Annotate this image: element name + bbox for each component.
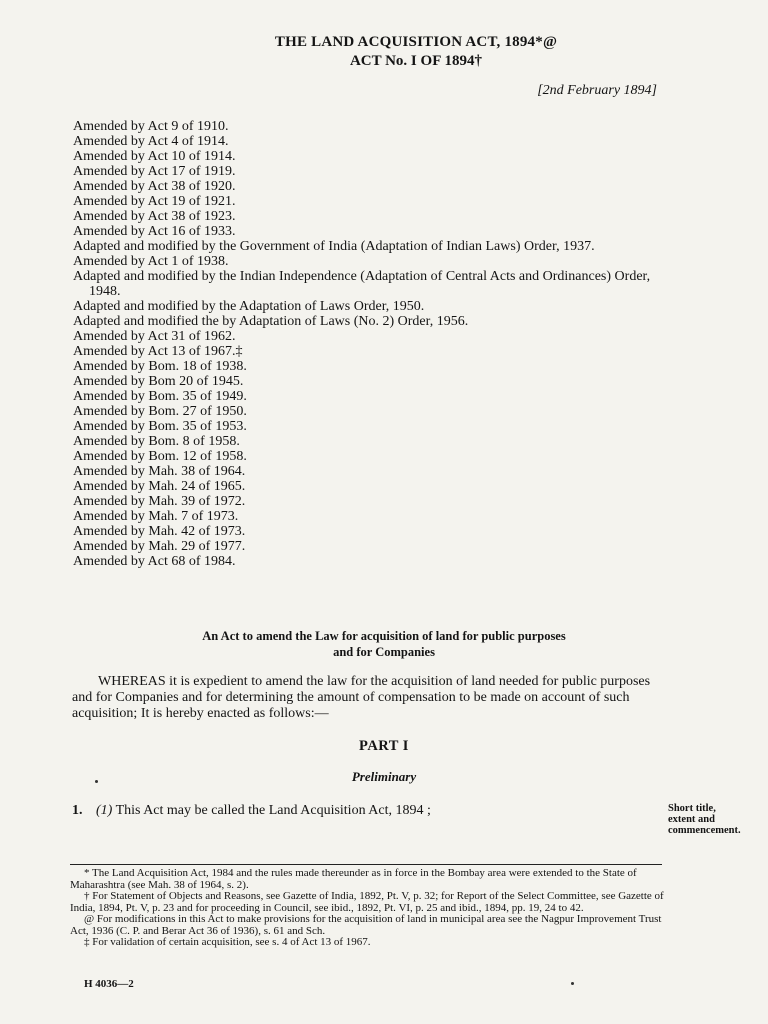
margin-note: Short title, extent and commencement.: [668, 803, 741, 836]
amendment-item: Adapted and modified by the Adaptation of Laws Order, 1950.: [73, 299, 425, 314]
amendment-item: Amended by Act 1 of 1938.: [73, 254, 229, 269]
amendment-item: Amended by Act 31 of 1962.: [73, 329, 236, 344]
footnotes: [70, 868, 666, 949]
amendment-item: Amended by Act 10 of 1914.: [73, 149, 236, 164]
long-title-line-2: and for Companies: [333, 645, 435, 659]
speck-mark: [571, 982, 574, 985]
footnote: ‡ For validation of certain acquisition, see s. 4 of Act 13 of 1967.: [84, 936, 371, 948]
amendment-item: Amended by Mah. 42 of 1973.: [73, 524, 246, 539]
amendment-item: Amended by Act 19 of 1921.: [73, 194, 236, 209]
section-1: [72, 803, 592, 819]
amendment-item: Amended by Act 9 of 1910.: [73, 119, 229, 134]
footnote-divider: [70, 864, 662, 865]
amendment-item: Amended by Bom. 35 of 1953.: [73, 419, 247, 434]
subsection-number: (1): [96, 803, 113, 818]
amendment-item: Amended by Act 17 of 1919.: [73, 164, 236, 179]
amendment-item: Amended by Act 4 of 1914.: [73, 134, 229, 149]
speck-mark: [95, 780, 98, 783]
amendment-item: Adapted and modified by the Government of India (Adaptation of Indian Laws) Order, 1937.: [73, 239, 595, 254]
amendment-item: Amended by Mah. 38 of 1964.: [73, 464, 246, 479]
footnote: * The Land Acquisition Act, 1984 and the rules made thereunder as in force in the Bombay area were extended to the State of Maharashtra (see Mah. 38 of 1964, s. 2).: [70, 867, 637, 891]
long-title: [0, 628, 768, 660]
amendment-item: Amended by Bom 20 of 1945.: [73, 374, 244, 389]
amendment-item: Amended by Bom. 12 of 1958.: [73, 449, 247, 464]
part-subheading: Preliminary: [351, 769, 417, 784]
amendment-item: Amended by Act 16 of 1933.: [73, 224, 236, 239]
amendment-item: Adapted and modified the by Adaptation of Laws (No. 2) Order, 1956.: [73, 314, 469, 329]
preamble-text: WHEREAS it is expedient to amend the law for the acquisition of land needed for public purposes and for Companies and for determining the amount of compensation to be made on account of such acquisition; It is hereby enacted as follows:—: [72, 674, 651, 721]
amendment-item: Amended by Mah. 39 of 1972.: [73, 494, 246, 509]
amendment-item: Amended by Act 38 of 1923.: [73, 209, 236, 224]
amendment-item: Amended by Act 68 of 1984.: [73, 554, 236, 569]
amendment-item: Amended by Act 38 of 1920.: [73, 179, 236, 194]
page-code: H 4036—2: [84, 978, 134, 990]
amendment-item: Amended by Mah. 7 of 1973.: [73, 509, 239, 524]
amendment-item: Amended by Bom. 18 of 1938.: [73, 359, 247, 374]
section-text: This Act may be called the Land Acquisition Act, 1894 ;: [115, 803, 431, 818]
amendment-item: Amended by Act 13 of 1967.‡: [73, 344, 243, 359]
amendment-item: Adapted and modified by the Indian Independence (Adaptation of Central Acts and Ordinances) Order, 1948.: [73, 269, 651, 299]
amendment-list: [73, 119, 673, 569]
section-number: 1.: [72, 803, 83, 818]
enactment-date: [2nd February 1894]: [537, 83, 657, 98]
footnote: @ For modifications in this Act to make provisions for the acquisition of land in municipal area see the Nagpur Improvement Trust Act, 1936 (C. P. and Berar Act 36 of 1936), s. 61 and Sch.: [70, 913, 662, 937]
part-heading: PART I: [359, 738, 409, 754]
act-number: ACT No. I OF 1894†: [349, 53, 483, 69]
amendment-item: Amended by Bom. 8 of 1958.: [73, 434, 240, 449]
amendment-item: Amended by Mah. 24 of 1965.: [73, 479, 246, 494]
long-title-line-1: An Act to amend the Law for acquisition of land for public purposes: [202, 629, 566, 643]
footnote: † For Statement of Objects and Reasons, see Gazette of India, 1892, Pt. V, p. 32; for Report of the Select Committee, see Gazette of India, 1894, Pt. V, p. 23 and for proceeding in Council, see ibid., 1892, Pt. VI, p. 25 and ibid., 1894, pp. 19, 24 to 42.: [70, 890, 664, 914]
amendment-item: Amended by Mah. 29 of 1977.: [73, 539, 246, 554]
amendment-item: Amended by Bom. 35 of 1949.: [73, 389, 247, 404]
act-title: THE LAND ACQUISITION ACT, 1894*@: [274, 34, 558, 50]
amendment-item: Amended by Bom. 27 of 1950.: [73, 404, 247, 419]
preamble: [72, 674, 668, 722]
